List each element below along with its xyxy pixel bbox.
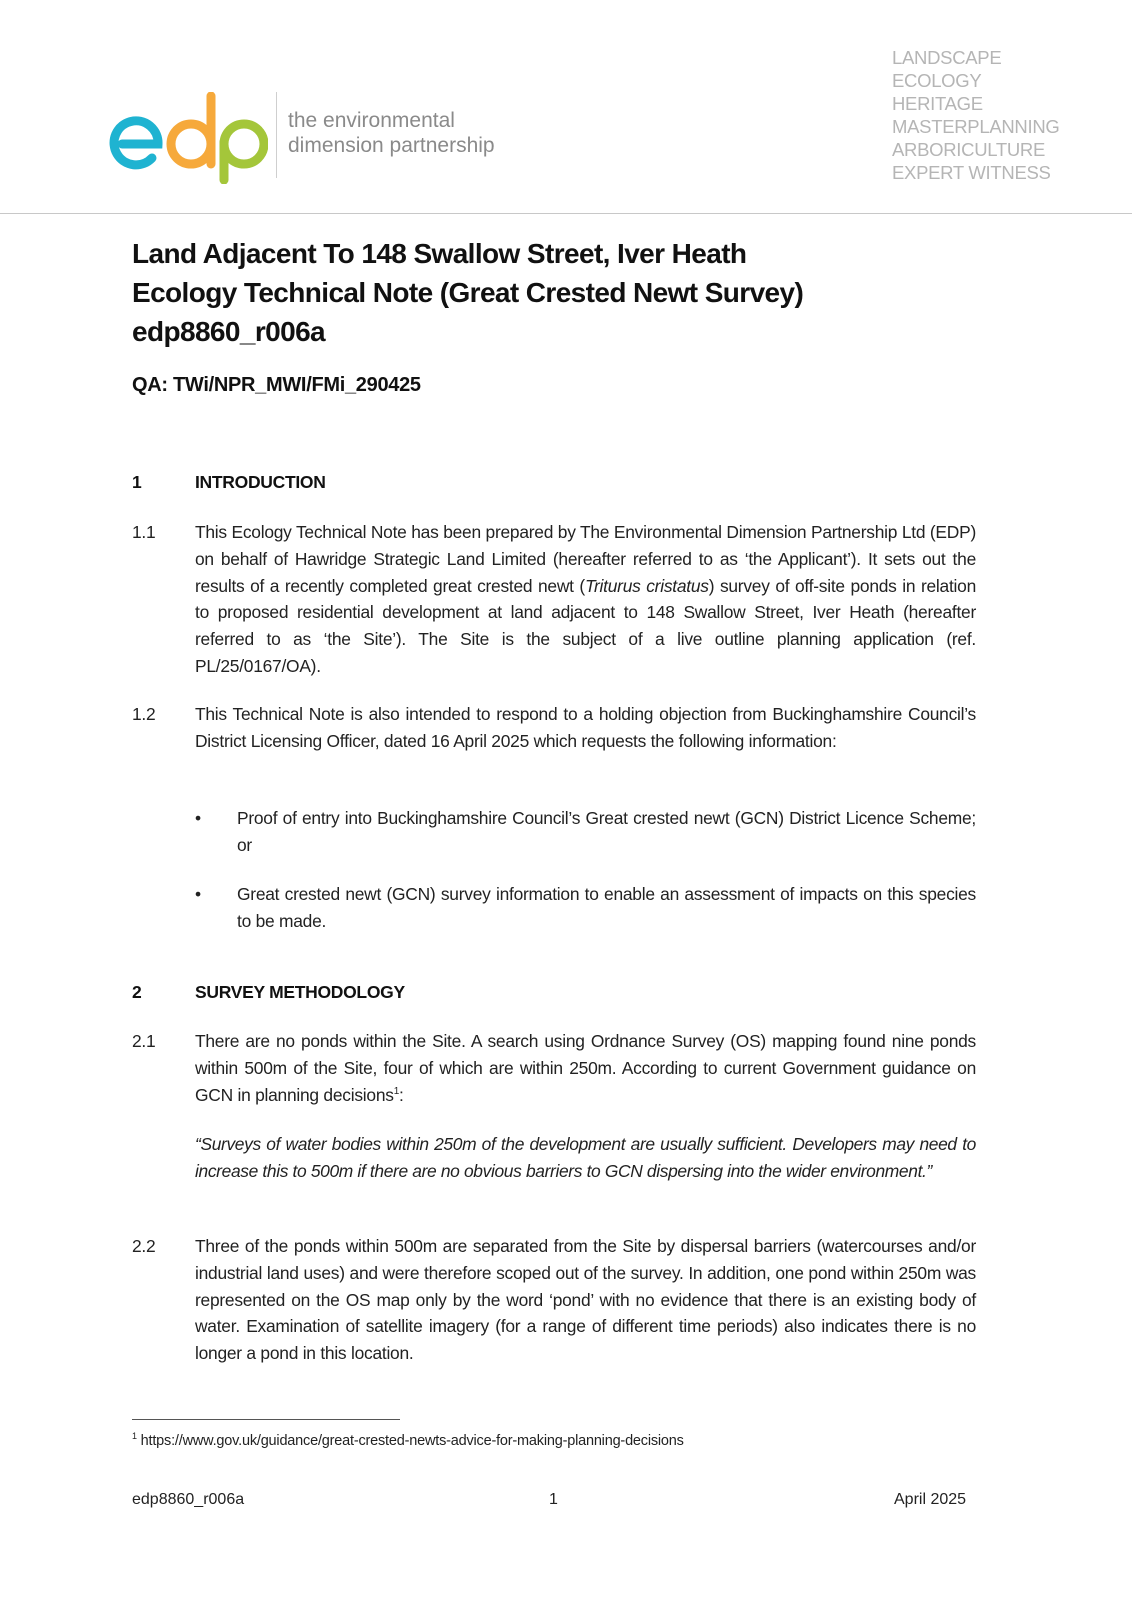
logo-letter-e (114, 121, 158, 165)
section-title: INTRODUCTION (195, 472, 326, 492)
title-line: Land Adjacent To 148 Swallow Street, Iver Heath (132, 238, 747, 269)
footnote-reference[interactable]: 1 (393, 1085, 399, 1097)
section-heading (132, 472, 326, 493)
paragraph-text (195, 519, 976, 680)
logo-divider (276, 92, 277, 178)
footnote-divider (132, 1419, 400, 1420)
footer-page-number: 1 (549, 1491, 558, 1508)
section-number: 2 (132, 982, 142, 1002)
footnote-number: 1 (132, 1431, 137, 1441)
footnote-link[interactable]: https://www.gov.uk/guidance/great-crested-newts-advice-for-making-planning-decisions (140, 1432, 684, 1449)
service-item: MASTERPLANNING (892, 116, 1060, 137)
text-run: This Ecology Technical Note has been prepared by The Environmental Dimension Partnership Ltd (EDP) on behalf of Hawridge Strategic Land Limited (hereafter referred to as ‘the Applicant’). It sets out the results of a recently completed great crested newt ( (195, 522, 976, 596)
service-item: ARBORICULTURE (892, 139, 1046, 160)
service-item: HERITAGE (892, 93, 983, 114)
service-item: EXPERT WITNESS (892, 162, 1051, 183)
paragraph-number: 1.2 (132, 704, 156, 724)
qa-reference: QA: TWi/NPR_MWI/FMi_290425 (132, 374, 421, 396)
text-run: There are no ponds within the Site. A search using Ordnance Survey (OS) mapping found nine ponds within 500m of the Site, four of which are within 250m. According to current Government guidance on GCN in planning decisions (195, 1031, 976, 1105)
bullet-item (195, 805, 976, 859)
paragraph-1-1 (132, 519, 976, 680)
section-number: 1 (132, 472, 142, 492)
footer-document-reference: edp8860_r006a (132, 1491, 245, 1508)
footnote (132, 1431, 684, 1449)
document-title (132, 234, 803, 351)
bullet-icon: • (195, 808, 201, 828)
section-title: SURVEY METHODOLOGY (195, 982, 405, 1002)
title-line: Ecology Technical Note (Great Crested Newt Survey) (132, 277, 804, 308)
footer-date: April 2025 (894, 1491, 967, 1508)
paragraph-2-2 (132, 1233, 976, 1367)
bullet-item (195, 881, 976, 935)
paragraph-2-1 (132, 1028, 976, 1108)
bullet-icon: • (195, 884, 201, 904)
paragraph-number: 2.1 (132, 1031, 156, 1051)
edp-logo (108, 92, 268, 184)
service-item: ECOLOGY (892, 70, 982, 91)
bullet-text: Proof of entry into Buckinghamshire Council’s Great crested newt (GCN) District Licence Scheme; or (237, 808, 976, 855)
guidance-quote: “Surveys of water bodies within 250m of the development are usually sufficient. Developers may need to increase this to 500m if there are no obvious barriers to GCN dispersing into the wider environment.” (195, 1134, 976, 1181)
tagline-line: dimension partnership (288, 134, 495, 157)
text-run: ) survey of off-site ponds in relation to proposed residential development at land adjacent to 148 Swallow Street, Iver Heath (hereafter referred to as ‘the Site’). The Site is the subject of a live outline planning application (ref. PL/25/0167/OA). (195, 575, 977, 676)
paragraph-1-2 (132, 701, 976, 755)
section-heading (132, 982, 405, 1003)
logo-letter-p-bowl (224, 124, 264, 164)
paragraph-number: 2.2 (132, 1236, 156, 1256)
species-name: Triturus cristatus (584, 575, 709, 596)
header-divider (0, 213, 1132, 214)
services-list (892, 46, 1059, 184)
document-reference: edp8860_r006a (132, 316, 326, 347)
paragraph-text (195, 1028, 976, 1108)
paragraph-number: 1.1 (132, 522, 156, 542)
service-item: LANDSCAPE (892, 47, 1002, 68)
paragraph-text: Three of the ponds within 500m are separated from the Site by dispersal barriers (watercourses and/or industrial land uses) and were therefore scoped out of the survey. In addition, one pond within 250m was represented on the OS map only by the word ‘pond’ with no evidence that there is an existing body of water. Examination of satellite imagery (for a range of different time periods) also indicates there is no longer a pond in this location. (195, 1236, 976, 1364)
text-run: : (399, 1084, 404, 1105)
logo-tagline (288, 108, 495, 158)
paragraph-text: This Technical Note is also intended to respond to a holding objection from Buckinghamshire Council’s District Licensing Officer, dated 16 April 2025 which requests the following information: (195, 704, 976, 751)
tagline-line: the environmental (288, 109, 455, 132)
logo-letter-d-bowl (171, 124, 211, 164)
bullet-text: Great crested newt (GCN) survey information to enable an assessment of impacts on this species to be made. (237, 884, 976, 931)
